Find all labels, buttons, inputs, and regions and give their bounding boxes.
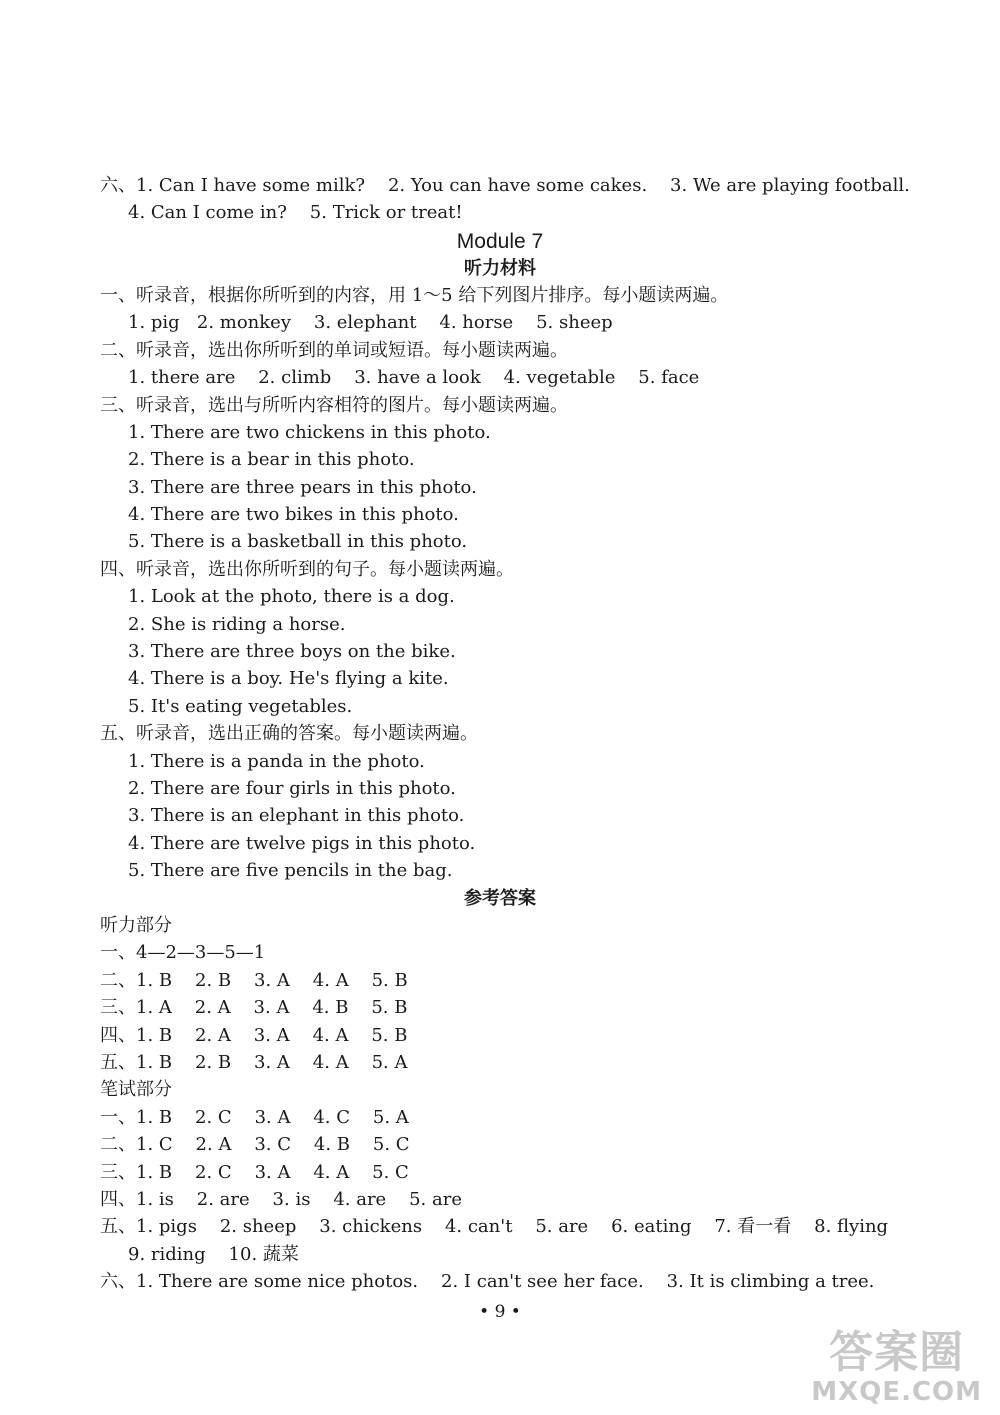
section-item: 3. There are three boys on the bike. <box>128 641 456 662</box>
answer-row: 三、1. A 2. A 3. A 4. B 5. B <box>100 997 408 1018</box>
section-heading-3: 三、听录音，选出与所听内容相符的图片。每小题读两遍。 <box>100 395 568 416</box>
answer-row: 一、1. B 2. C 3. A 4. C 5. A <box>100 1107 409 1128</box>
listening-material-title: 听力材料 <box>464 258 536 279</box>
section-item: 1. there are 2. climb 3. have a look 4. vegetable 5. face <box>128 367 700 388</box>
section-item: 3. There is an elephant in this photo. <box>128 805 465 826</box>
section-item: 4. There is a boy. He's flying a kite. <box>128 668 449 689</box>
section-item: 2. She is riding a horse. <box>128 614 346 635</box>
section-heading-1: 一、听录音，根据你所听到的内容，用 1～5 给下列图片排序。每小题读两遍。 <box>100 285 729 306</box>
prev-answer-line-2: 4. Can I come in? 5. Trick or treat! <box>128 202 463 223</box>
answers-title: 参考答案 <box>464 888 536 909</box>
writing-part-label: 笔试部分 <box>100 1079 172 1100</box>
answer-row-continued: 9. riding 10. 蔬菜 <box>128 1244 299 1265</box>
page-number: • 9 • <box>479 1302 521 1322</box>
section-item: 1. Look at the photo, there is a dog. <box>128 586 455 607</box>
section-item: 5. There is a basketball in this photo. <box>128 531 468 552</box>
answer-row: 四、1. is 2. are 3. is 4. are 5. are <box>100 1189 462 1210</box>
section-heading-5: 五、听录音，选出正确的答案。每小题读两遍。 <box>100 723 478 744</box>
answer-row: 一、4—2—3—5—1 <box>100 942 266 963</box>
answer-row: 二、1. B 2. B 3. A 4. A 5. B <box>100 970 408 991</box>
module-title: Module 7 <box>456 230 544 253</box>
watermark-logo: 答案圈 <box>829 1327 965 1378</box>
listening-part-label: 听力部分 <box>100 915 172 936</box>
section-item: 3. There are three pears in this photo. <box>128 477 477 498</box>
answer-row: 六、1. There are some nice photos. 2. I can't see her face. 3. It is climbing a tree. <box>100 1271 875 1292</box>
section-item: 1. There are two chickens in this photo. <box>128 422 491 443</box>
section-heading-4: 四、听录音，选出你所听到的句子。每小题读两遍。 <box>100 559 514 580</box>
section-item: 1. pig 2. monkey 3. elephant 4. horse 5. sheep <box>128 312 613 333</box>
section-item: 4. There are two bikes in this photo. <box>128 504 459 525</box>
section-item: 5. It's eating vegetables. <box>128 696 353 717</box>
answer-row: 四、1. B 2. A 3. A 4. A 5. B <box>100 1025 408 1046</box>
answer-row: 五、1. pigs 2. sheep 3. chickens 4. can't 5. are 6. eating 7. 看一看 8. flying <box>100 1216 889 1237</box>
answer-row: 二、1. C 2. A 3. C 4. B 5. C <box>100 1134 410 1155</box>
watermark-url: MXQE.COM <box>811 1377 982 1407</box>
answer-row: 五、1. B 2. B 3. A 4. A 5. A <box>100 1052 408 1073</box>
section-item: 1. There is a panda in the photo. <box>128 751 425 772</box>
section-item: 2. There is a bear in this photo. <box>128 449 415 470</box>
answer-row: 三、1. B 2. C 3. A 4. A 5. C <box>100 1162 409 1183</box>
prev-answer-line-1: 六、1. Can I have some milk? 2. You can have some cakes. 3. We are playing football. <box>100 175 910 196</box>
section-item: 4. There are twelve pigs in this photo. <box>128 833 476 854</box>
section-item: 2. There are four girls in this photo. <box>128 778 456 799</box>
section-heading-2: 二、听录音，选出你所听到的单词或短语。每小题读两遍。 <box>100 340 568 361</box>
section-item: 5. There are five pencils in the bag. <box>128 860 453 881</box>
watermark <box>811 1329 982 1407</box>
